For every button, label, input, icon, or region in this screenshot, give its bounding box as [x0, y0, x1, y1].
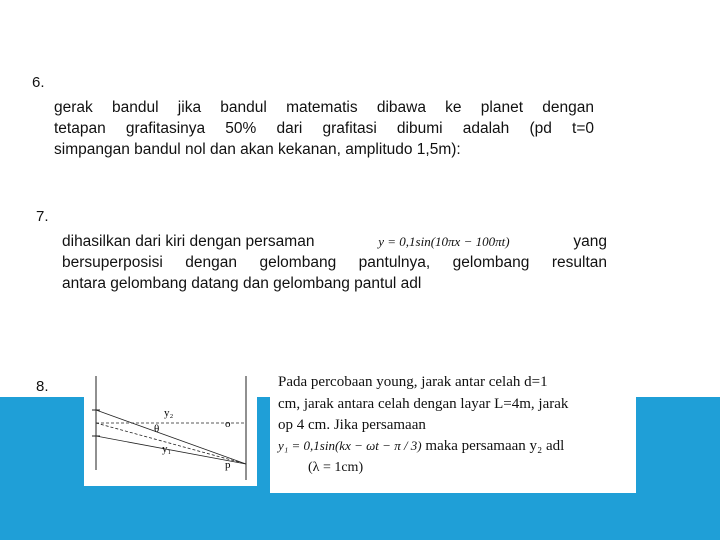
young-experiment-figure — [84, 370, 257, 486]
young-diagram — [84, 370, 257, 486]
problem-8-textbox — [270, 366, 636, 493]
problem-6-line-1: gerak bandul jika bandul matematis dibawa ke planet dengan — [54, 99, 594, 116]
problem-6-line-2: tetapan grafitasinya 50% dari grafitasi dibumi adalah (pd t=0 — [54, 120, 594, 137]
problem-6-text — [54, 97, 594, 160]
problem-7-text — [62, 231, 607, 294]
problem-7-line-1-after: yang — [573, 233, 607, 250]
problem-8-line-3: op 4 cm. Jika persamaan — [278, 417, 426, 433]
problem-7-line-1 — [62, 231, 607, 252]
problem-7-line-2: bersuperposisi dengan gelombang pantulnya, gelombang resultan — [62, 254, 607, 271]
problem-8-equation: y₁ = 0,1sin(kx − ωt − π / 3) — [278, 438, 422, 453]
problem-8-equation-after: maka persamaan y₂ adl — [425, 438, 565, 454]
label-y1: y₁ — [162, 443, 172, 455]
problem-6-number: 6. — [32, 74, 45, 91]
problem-8-line-4 — [278, 436, 564, 456]
label-theta: θ — [154, 423, 160, 435]
problem-8-number: 8. — [36, 378, 49, 395]
problem-7-line-3: antara gelombang datang dan gelombang pantul adl — [62, 275, 422, 292]
problem-8-line-1: Pada percobaan young, jarak antar celah d=1 — [278, 374, 548, 390]
problem-8-line-2: cm, jarak antara celah dengan layar L=4m, jarak — [278, 396, 569, 412]
label-p: p — [225, 459, 231, 471]
problem-6-line-3: simpangan bandul nol dan akan kekanan, amplitudo 1,5m): — [54, 141, 461, 158]
problem-7-line-1-before: dihasilkan dari kiri dengan persaman — [62, 233, 315, 250]
label-y2: y₂ — [164, 407, 174, 419]
problem-7-number: 7. — [36, 208, 49, 225]
problem-7-equation: y = 0,1sin(10πx − 100πt) — [378, 234, 510, 249]
problem-8-lambda: (λ = 1cm) — [308, 460, 364, 475]
label-o: o — [225, 418, 231, 430]
